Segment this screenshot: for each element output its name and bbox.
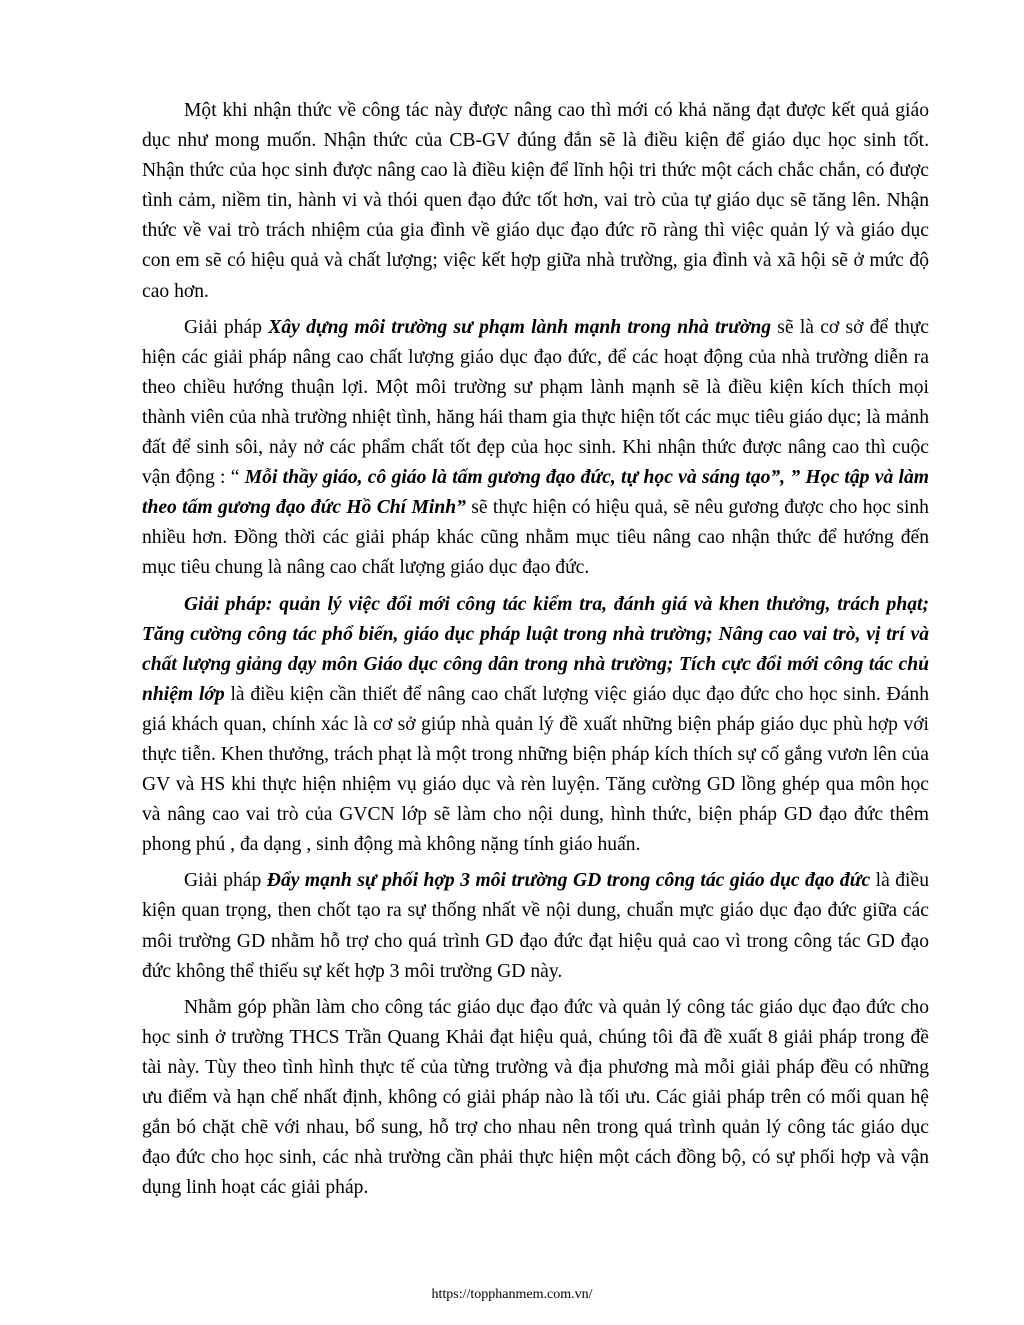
paragraph-1: [142, 96, 929, 307]
paragraph-2: [142, 313, 929, 584]
paragraph-2-middle: sẽ là cơ sở để thực hiện các giải pháp nâng cao chất lượng giáo dục đạo đức, để các hoạt động của nhà trường diễn ra theo chiều hướng thuận lợi. Một môi trường sư phạm lành mạnh sẽ là điều kiện kích thích mọi thành viên của nhà trường nhiệt tình, hăng hái tham gia thực hiện tốt các mục tiêu giáo dục; là mảnh đất để sinh sôi, nảy nở các phẩm chất tốt đẹp của học sinh. Khi nhận thức được nâng cao thì cuộc vận động : “: [142, 316, 929, 489]
paragraph-4: [142, 866, 929, 986]
footer-url: https://topphanmem.com.vn/: [431, 1287, 593, 1302]
paragraph-5: [142, 993, 929, 1204]
paragraph-3: [142, 590, 929, 861]
paragraph-2-emphasis-2: Mỗi thầy giáo, cô giáo là tấm gương đạo đức, tự học và sáng tạo”, ” Học tập và làm theo tấm gương đạo đức Hồ Chí Minh”: [142, 467, 929, 519]
paragraph-2-lead: Giải pháp: [184, 316, 269, 338]
body-text: [142, 96, 929, 1209]
paragraph-3-tail: là điều kiện cần thiết để nâng cao chất lượng việc giáo dục đạo đức cho học sinh. Đánh giá khách quan, chính xác là cơ sở giúp nhà quản lý đề xuất những biện pháp giáo dục phù hợp với thực tiễn. Khen thưởng, trách phạt là một trong những biện pháp kích thích sự cố gắng vươn lên của GV và HS khi thực hiện nhiệm vụ giáo dục và rèn luyện. Tăng cường GD lồng ghép qua môn học và nâng cao vai trò của GVCN lớp sẽ làm cho nội dung, hình thức, biện pháp GD đạo đức thêm phong phú , đa dạng , sinh động mà không nặng tính giáo huấn.: [142, 683, 929, 856]
paragraph-3-emphasis: Giải pháp: quản lý việc đổi mới công tác kiểm tra, đánh giá và khen thưởng, trách phạt; Tăng cường công tác phổ biến, giáo dục pháp luật trong nhà trường; Nâng cao vai trò, vị trí và chất lượng giảng dạy môn Giáo dục công dân trong nhà trường; Tích cực đổi mới công tác chủ nhiệm lớp: [142, 593, 929, 705]
paragraph-2-emphasis-1: Xây dựng môi trường sư phạm lành mạnh trong nhà trường: [268, 316, 772, 338]
paragraph-5-text: Nhằm góp phần làm cho công tác giáo dục đạo đức và quản lý công tác giáo dục đạo đức cho học sinh ở trường THCS Trần Quang Khải đạt hiệu quả, chúng tôi đã đề xuất 8 giải pháp trong đề tài này. Tùy theo tình hình thực tế của từng trường và địa phương mà mỗi giải pháp đều có những ưu điểm và hạn chế nhất định, không có giải pháp nào là tối ưu. Các giải pháp trên có mối quan hệ gắn bó chặt chẽ với nhau, bổ sung, hỗ trợ cho nhau nên trong quá trình quản lý công tác giáo dục đạo đức cho học sinh, các nhà trường cần phải thực hiện một cách đồng bộ, có sự phối hợp và vận dụng linh hoạt các giải pháp.: [142, 996, 929, 1199]
paragraph-2-tail: sẽ thực hiện có hiệu quả, sẽ nêu gương được cho học sinh nhiều hơn. Đồng thời các giải pháp khác cũng nhằm mục tiêu nâng cao nhận thức để hướng đến mục tiêu chung là nâng cao chất lượng giáo dục đạo đức.: [142, 497, 929, 579]
paragraph-4-tail: là điều kiện quan trọng, then chốt tạo ra sự thống nhất về nội dung, chuẩn mực giáo dục đạo đức giữa các môi trường GD nhằm hỗ trợ cho quá trình GD đạo đức đạt hiệu quả cao vì trong công tác GD đạo đức không thể thiếu sự kết hợp 3 môi trường GD này.: [142, 870, 929, 982]
paragraph-4-lead: Giải pháp: [184, 870, 267, 892]
paragraph-4-emphasis: Đẩy mạnh sự phối hợp 3 môi trường GD trong công tác giáo dục đạo đức: [266, 870, 871, 892]
paragraph-1-text: Một khi nhận thức về công tác này được nâng cao thì mới có khả năng đạt được kết quả giáo dục như mong muốn. Nhận thức của CB-GV đúng đắn sẽ là điều kiện để giáo dục học sinh tốt. Nhận thức của học sinh được nâng cao là điều kiện để lĩnh hội tri thức một cách chắc chắn, có được tình cảm, niềm tin, hành vi và thói quen đạo đức tốt hơn, vai trò của tự giáo dục sẽ tăng lên. Nhận thức về vai trò trách nhiệm của gia đình về giáo dục đạo đức rõ ràng thì việc quản lý và giáo dục con em sẽ có hiệu quả và chất lượng; việc kết hợp giữa nhà trường, gia đình và xã hội sẽ ở mức độ cao hơn.: [142, 100, 929, 302]
